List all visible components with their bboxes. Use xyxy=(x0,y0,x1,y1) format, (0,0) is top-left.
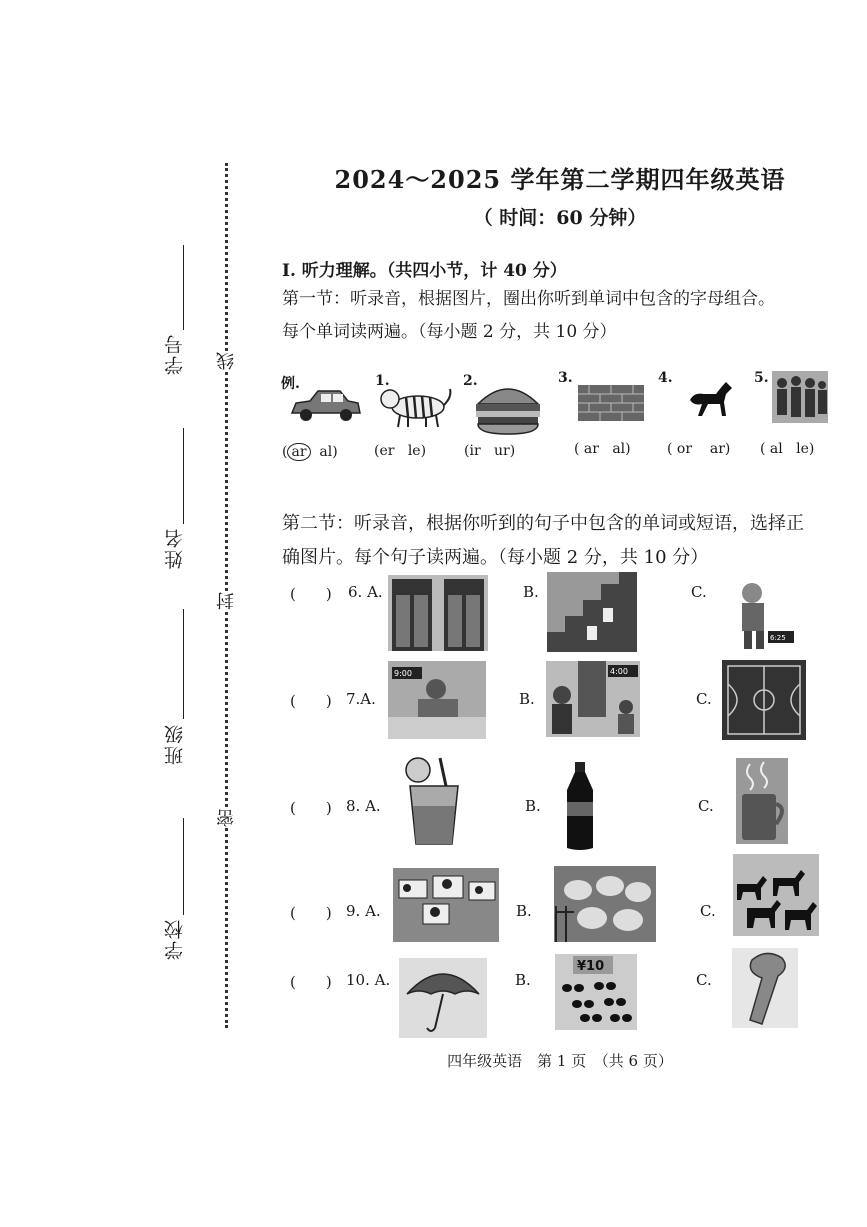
item-3-options: ( ar al) xyxy=(574,441,631,457)
item-2-number: 2. xyxy=(463,373,478,389)
question-7-option-b: B. xyxy=(519,690,535,708)
b-clock-time: 4:00 xyxy=(610,667,628,676)
answer-blank-9[interactable]: ( ) xyxy=(290,904,332,922)
question-7-option-c: C. xyxy=(696,690,712,708)
kids-door-icon xyxy=(546,661,640,737)
wall-icon xyxy=(578,385,644,421)
horses-icon xyxy=(733,854,819,936)
question-9-option-c: C. xyxy=(700,902,716,920)
page-footer: 四年级英语 第 1 页 （共 6 页） xyxy=(447,1052,673,1070)
item-1-number: 1. xyxy=(375,373,390,389)
question-10-option-b: B. xyxy=(515,971,531,989)
section2-instruction-2: 确图片。每个句子读两遍。（每小题 2 分，共 10 分） xyxy=(282,547,709,568)
boy-clock-icon xyxy=(734,575,794,653)
answer-blank-8[interactable]: ( ) xyxy=(290,799,332,817)
scarf-icon xyxy=(732,948,798,1028)
sheep-icon xyxy=(554,866,656,942)
question-6-option-c: C. xyxy=(691,583,707,601)
school-label: 学校 xyxy=(164,918,186,960)
item-3-number: 3. xyxy=(558,370,573,386)
section2-instruction-1: 第二节：听录音，根据你听到的句子中包含的单词或短语，选择正 xyxy=(282,513,804,534)
sunglasses-icon xyxy=(555,954,637,1030)
answer-blank-6[interactable]: ( ) xyxy=(290,585,332,603)
people-icon xyxy=(772,371,828,423)
item-example-number: 例. xyxy=(281,376,300,392)
class-blank xyxy=(183,609,184,719)
page-title: 2024～2025 学年第二学期四年级英语 xyxy=(334,165,786,194)
stairs-icon xyxy=(547,572,637,652)
question-7-number: 7.A. xyxy=(346,690,376,708)
name-blank xyxy=(183,428,184,524)
school-blank xyxy=(183,818,184,915)
circled-answer: ar xyxy=(287,443,310,461)
cows-icon xyxy=(393,868,499,942)
tiger-icon xyxy=(378,383,454,429)
seal-mark-line: 线 xyxy=(214,352,240,370)
answer-blank-7[interactable]: ( ) xyxy=(290,692,332,710)
c-clock-time: 6:25 xyxy=(770,634,786,642)
item-4-number: 4. xyxy=(658,370,673,386)
juice-glass-icon xyxy=(404,756,464,848)
price-tag: ¥10 xyxy=(577,959,605,974)
item-example-options: ( ar al) xyxy=(282,444,338,460)
section1-instruction-2: 每个单词读两遍。（每小题 2 分，共 10 分） xyxy=(282,322,617,342)
boy-waking-icon xyxy=(388,661,486,739)
class-label: 班级 xyxy=(164,723,186,765)
student-id-label: 学号 xyxy=(164,333,186,375)
question-9-option-b: B. xyxy=(516,902,532,920)
student-id-blank xyxy=(183,245,184,330)
cola-bottle-icon xyxy=(563,762,597,852)
hot-mug-icon xyxy=(736,758,788,844)
seal-mark-secret: 密 xyxy=(214,809,240,827)
question-8-option-c: C. xyxy=(698,797,714,815)
section1-instruction-1: 第一节：听录音，根据图片，圈出你听到单词中包含的字母组合。 xyxy=(282,289,775,309)
question-10-option-c: C. xyxy=(696,971,712,989)
hamburger-icon xyxy=(472,380,544,435)
item-2-options: (ir ur) xyxy=(464,443,516,459)
seal-mark-seal: 封 xyxy=(214,592,240,610)
question-6-option-b: B. xyxy=(523,583,539,601)
umbrella-icon xyxy=(399,958,487,1038)
a-clock-time: 9:00 xyxy=(394,669,412,678)
name-label: 姓名 xyxy=(164,527,186,569)
horse-icon xyxy=(686,380,734,420)
answer-blank-10[interactable]: ( ) xyxy=(290,973,332,991)
part1-heading: I. 听力理解。（共四小节，计 40 分） xyxy=(282,261,567,281)
window-icon xyxy=(388,575,488,651)
item-4-options: ( or ar) xyxy=(667,441,731,457)
item-1-options: (er le) xyxy=(374,443,427,459)
exam-duration: （ 时间：60 分钟） xyxy=(473,207,647,229)
item-5-number: 5. xyxy=(754,370,769,386)
car-icon xyxy=(288,385,363,425)
basketball-court-icon xyxy=(722,660,806,740)
question-8-number: 8. A. xyxy=(346,797,381,815)
question-9-number: 9. A. xyxy=(346,902,381,920)
question-8-option-b: B. xyxy=(525,797,541,815)
question-10-number: 10. A. xyxy=(346,971,391,989)
item-5-options: ( al le) xyxy=(760,441,815,457)
question-6-number: 6. A. xyxy=(348,583,383,601)
